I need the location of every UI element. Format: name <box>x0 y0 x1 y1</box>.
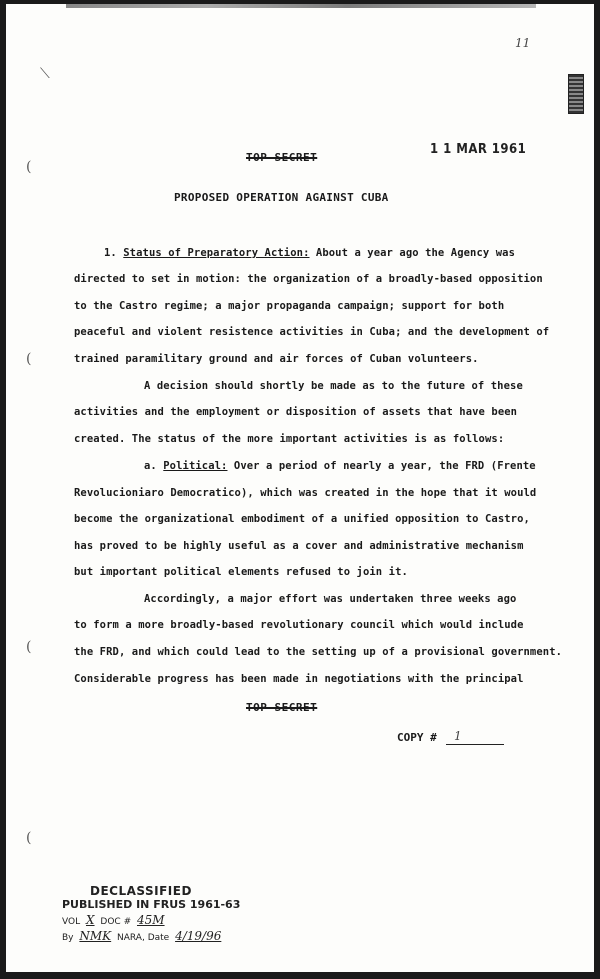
classification-bottom: TOP SECRET <box>246 701 318 714</box>
copy-number: 1 <box>454 729 462 743</box>
paragraph-2-line: activities and the employment or disposition of assets that have been <box>74 406 518 418</box>
document-title: PROPOSED OPERATION AGAINST CUBA <box>174 191 389 204</box>
paragraph-1-line: trained paramilitary ground and air forces of Cuban volunteers. <box>74 353 479 365</box>
paragraph-3-line: become the organizational embodiment of a unified opposition to Castro, <box>74 513 530 525</box>
subsection-heading: Political: <box>163 460 228 472</box>
paragraph-4-line: Considerable progress has been made in negotiations with the principal <box>74 673 524 685</box>
subsection-label: a. <box>144 460 157 472</box>
scan-top-edge <box>66 4 536 8</box>
binding-mark <box>568 74 584 114</box>
paragraph-1-line: directed to set in motion: the organization of a broadly-based opposition <box>74 273 543 285</box>
stamp-by-date <box>62 929 224 943</box>
stamp-vol-doc <box>62 913 168 927</box>
by-label: By <box>62 933 74 943</box>
paragraph-3-line: Revolucioniaro Democratico), which was created in the hope that it would <box>74 487 537 499</box>
paragraph-4-line: Accordingly, a major effort was undertaken three weeks ago <box>144 593 517 605</box>
copy-label: COPY # <box>397 731 437 744</box>
text-run: Over a period of nearly a year, the FRD (Frente <box>227 460 536 472</box>
paragraph-2-line: created. The status of the more important activities is as follows: <box>74 433 505 445</box>
doc-value: 45M <box>136 913 165 927</box>
margin-mark: ( <box>26 159 32 175</box>
paragraph-3-line <box>144 460 536 472</box>
date-stamp: 1 1 MAR 1961 <box>430 142 527 157</box>
paragraph-1-line: peaceful and violent resistence activities in Cuba; and the development of <box>74 326 550 338</box>
paragraph-2-line: A decision should shortly be made as to the future of these <box>144 380 523 392</box>
vol-value: X <box>85 913 95 927</box>
paragraph-3-line: has proved to be highly useful as a cover and administrative mechanism <box>74 540 524 552</box>
paragraph-1-line: to the Castro regime; a major propaganda campaign; support for both <box>74 300 505 312</box>
paragraph-4-line: the FRD, and which could lead to the setting up of a provisional government. <box>74 646 563 658</box>
margin-mark: ( <box>26 351 32 367</box>
paragraph-3-line: but important political elements refused to join it. <box>74 566 408 578</box>
nara-date-label: NARA, Date <box>117 933 170 943</box>
section-heading: Status of Preparatory Action: <box>123 247 310 259</box>
stamp-published: PUBLISHED IN FRUS 1961-63 <box>62 898 241 911</box>
margin-mark: ( <box>26 639 32 655</box>
by-value: NMK <box>79 929 112 943</box>
classification-top: TOP SECRET <box>246 151 318 164</box>
date-value: 4/19/96 <box>175 929 222 943</box>
margin-mark: ( <box>26 830 32 846</box>
margin-mark: ⟍ <box>40 66 50 82</box>
doc-label: DOC # <box>100 917 132 927</box>
copy-underline <box>446 744 504 745</box>
text-run: About a year ago the Agency was <box>309 247 515 259</box>
paragraph-4-line: to form a more broadly-based revolutionary council which would include <box>74 619 524 631</box>
paragraph-1-line <box>104 247 515 259</box>
stamp-declassified: DECLASSIFIED <box>90 884 192 898</box>
paragraph-number: 1. <box>104 247 117 259</box>
handwritten-page-number: 11 <box>515 36 531 50</box>
vol-label: VOL <box>62 917 81 927</box>
